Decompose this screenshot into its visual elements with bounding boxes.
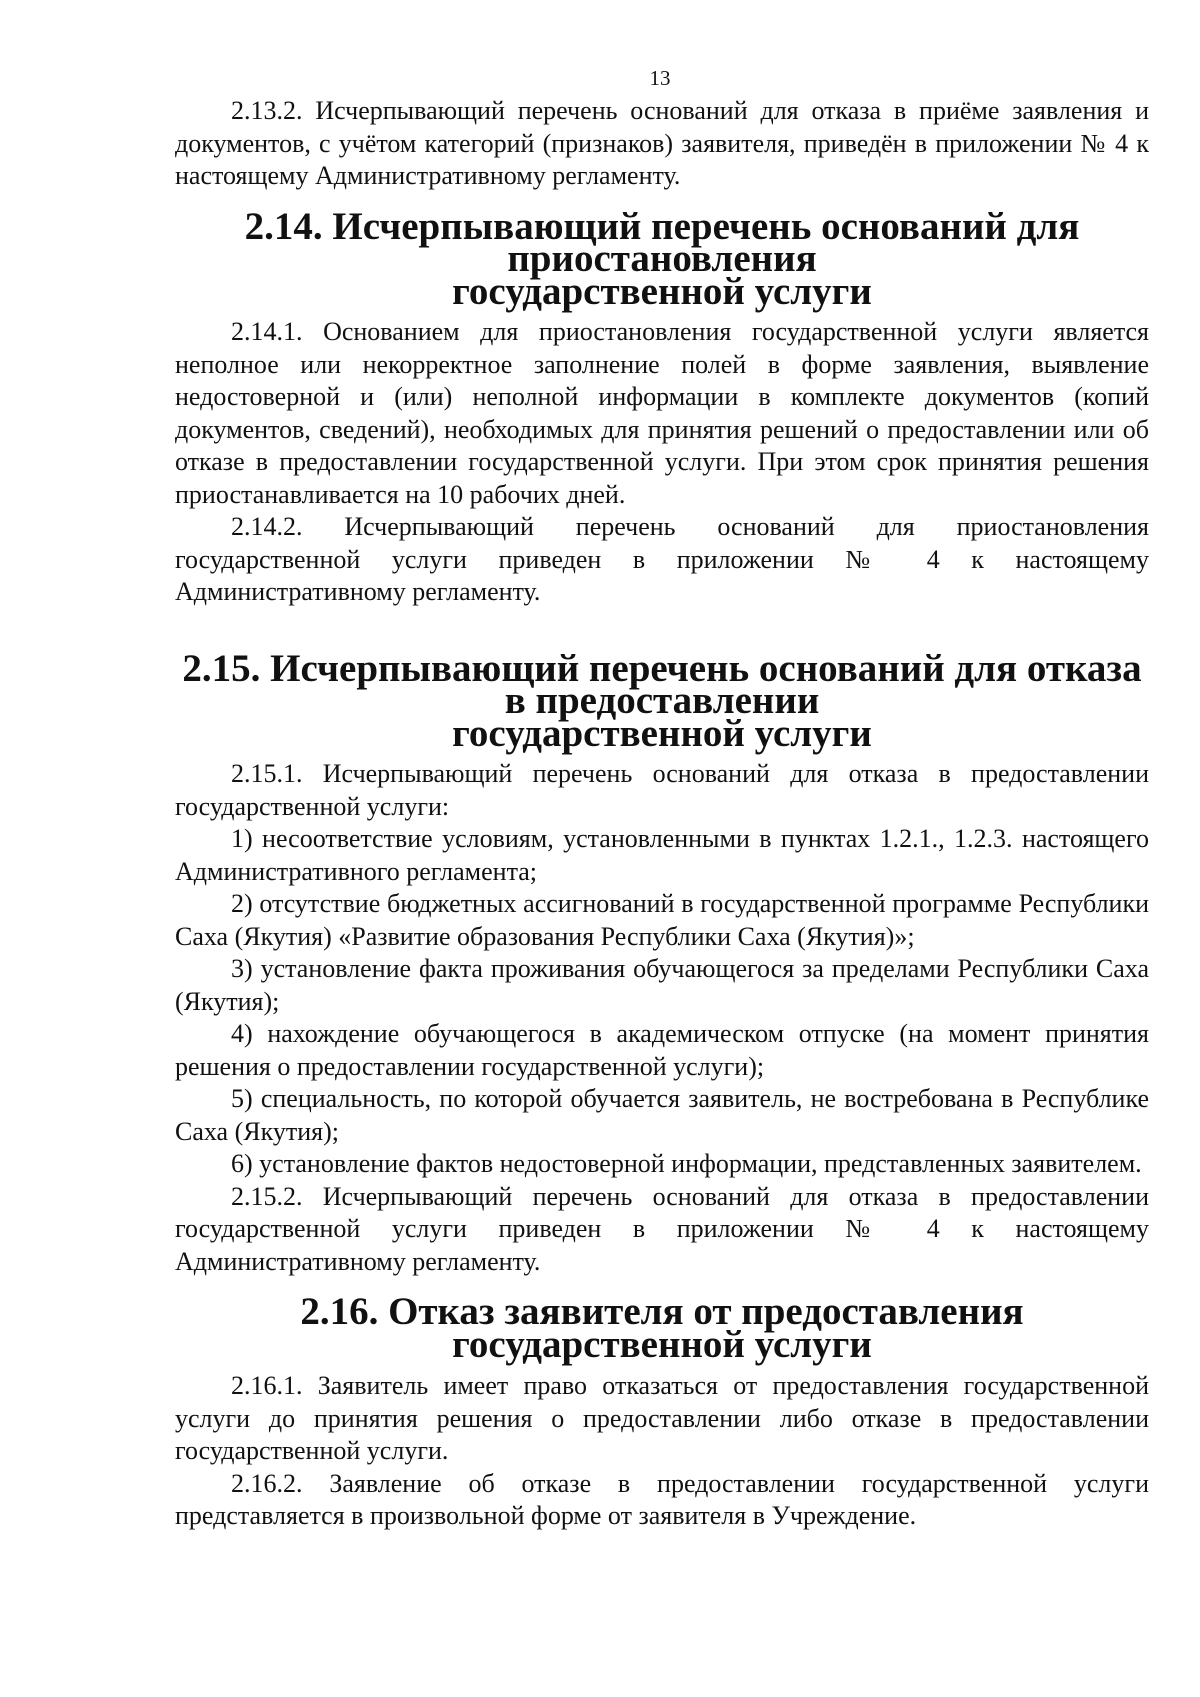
paragraph-2-15-1: 2.15.1. Исчерпывающий перечень оснований для отказа в предоставлении государственной услуги: — [175, 759, 1149, 821]
list-item: 4) нахождение обучающегося в академическом отпуске (на момент принятия решения о предоставлении государственной услуги); — [175, 1019, 1149, 1081]
paragraph-2-14-1: 2.14.1. Основанием для приостановления государственной услуги является неполное или некорректное заполнение полей в форме заявления, выявление недостоверной и (или) неполной информации в комплекте документов (копий документов, сведений), необходимых для принятия решений о предоставлении или об отказе в предоставлении государственной услуги. При этом срок принятия решения приостанавливается на 10 рабочих дней. — [175, 317, 1149, 509]
list-item: 5) специальность, по которой обучается заявитель, не востребована в Республике Саха (Якутия); — [175, 1084, 1149, 1146]
document-body — [175, 95, 1149, 1533]
section-heading-2-14 — [175, 204, 1149, 313]
list-item: 2) отсутствие бюджетных ассигнований в государственной программе Республики Саха (Якутия) «Развитие образования Республики Саха (Якутия)»; — [175, 889, 1149, 951]
section-heading-2-15-line2: государственной услуги — [452, 711, 872, 755]
section-heading-2-15-line1: 2.15. Исчерпывающий перечень оснований для отказа в предоставлении — [182, 646, 1142, 722]
section-heading-2-16: 2.16. Отказ заявителя от предоставления государственной услуги — [300, 1290, 1024, 1366]
section-heading-2-14-line2: государственной услуги — [452, 269, 872, 313]
list-item: 6) установление фактов недостоверной информации, представленных заявителем. — [231, 1149, 1142, 1178]
section-heading-2-14-line1: 2.14. Исчерпывающий перечень оснований для приостановления — [244, 204, 1080, 280]
paragraph-2-13-2: 2.13.2. Исчерпывающий перечень оснований для отказа в приёме заявления и документов, с учётом категорий (признаков) заявителя, приведён в приложении № 4 к настоящему Административному регламенту. — [175, 96, 1149, 190]
paragraph-2-14-2: 2.14.2. Исчерпывающий перечень оснований для приостановления государственной услуги приведен в приложении № 4 к настоящему Административному регламенту. — [175, 512, 1149, 606]
list-item: 3) установление факта проживания обучающегося за пределами Республики Саха (Якутия); — [175, 954, 1149, 1016]
paragraph-2-16-1: 2.16.1. Заявитель имеет право отказаться от предоставления государственной услуги до принятия решения о предоставлении либо отказе в предоставлении государственной услуги. — [175, 1371, 1149, 1465]
paragraph-2-15-2: 2.15.2. Исчерпывающий перечень оснований для отказа в предоставлении государственной услуги приведен в приложении № 4 к настоящему Административному регламенту. — [175, 1181, 1149, 1276]
paragraph-2-16-2: 2.16.2. Заявление об отказе в предоставлении государственной услуги представляется в произвольной форме от заявителя в Учреждение. — [175, 1468, 1149, 1530]
page-number: 13 — [649, 66, 671, 90]
list-item: 1) несоответствие условиям, установленными в пунктах 1.2.1., 1.2.3. настоящего Административного регламента; — [175, 824, 1149, 886]
section-heading-2-15 — [175, 646, 1149, 755]
